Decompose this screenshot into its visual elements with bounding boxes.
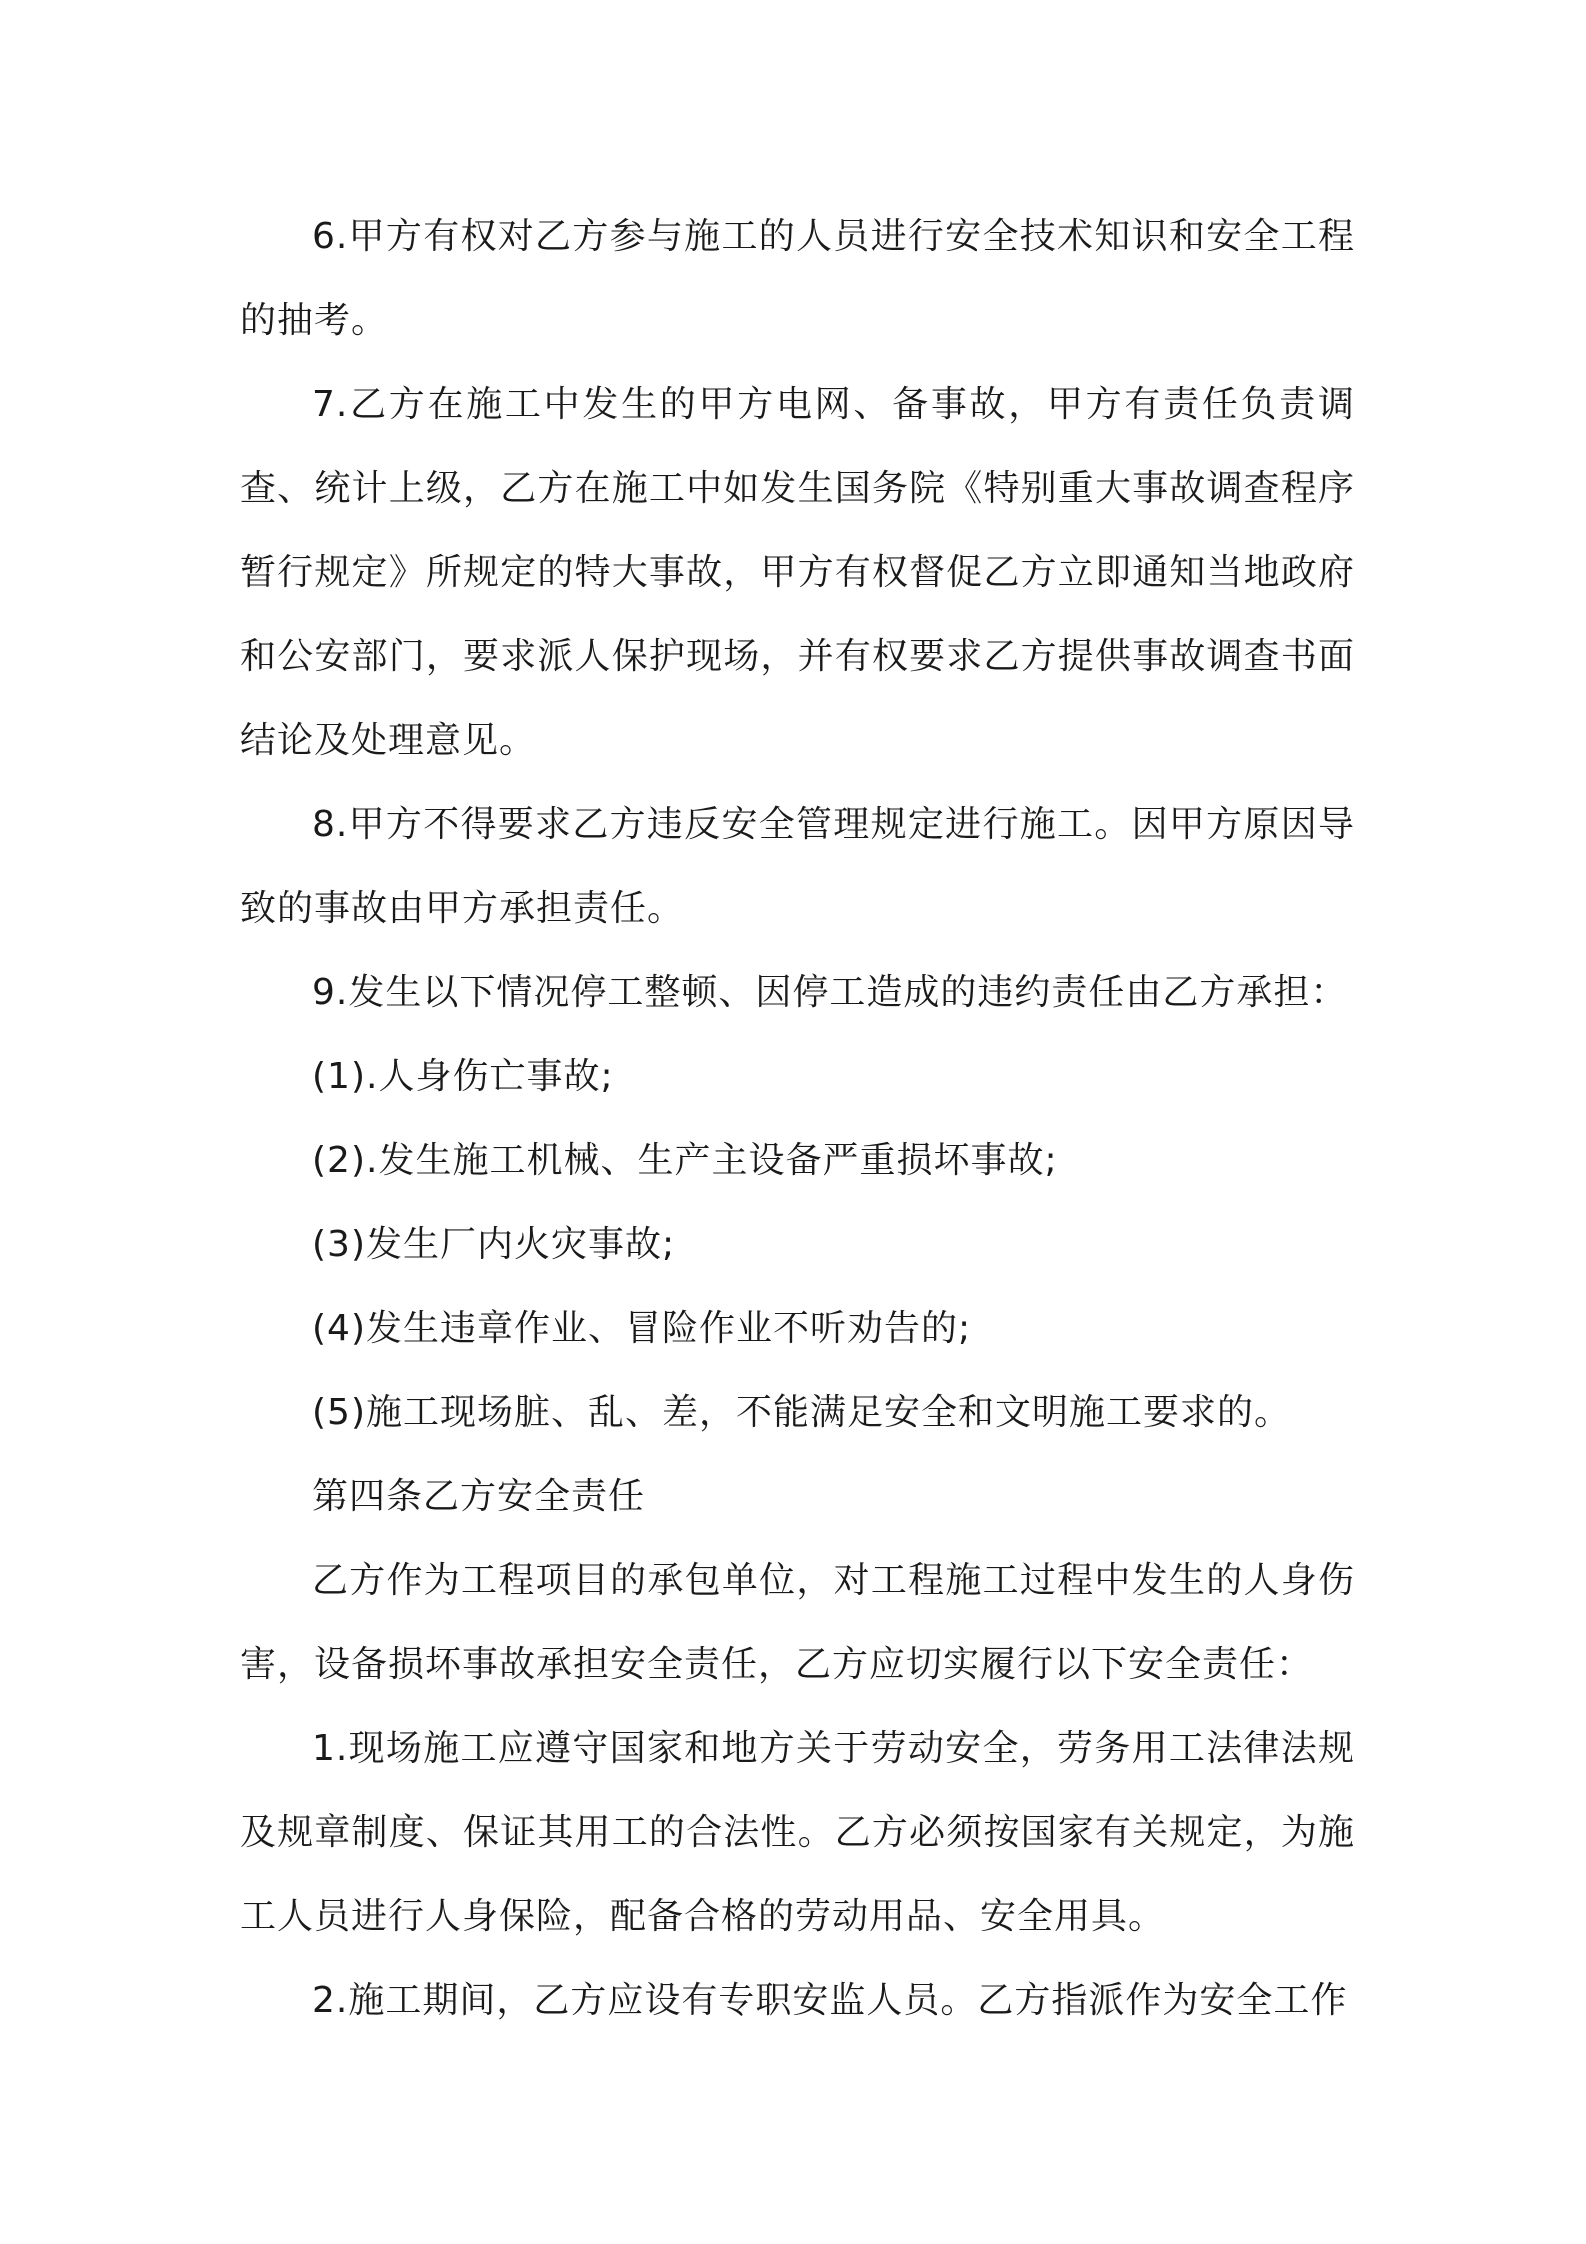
- paragraph-article-4-item-1: 1.现场施工应遵守国家和地方关于劳动安全，劳务用工法律法规及规章制度、保证其用工的合法性。乙方必须按国家有关规定，为施工人员进行人身保险，配备合格的劳动用品、安全用具。: [240, 1728, 1355, 1937]
- list-item-1: (1).人身伤亡事故;: [312, 1056, 614, 1097]
- paragraph-article-4-intro: 乙方作为工程项目的承包单位，对工程施工过程中发生的人身伤害，设备损坏事故承担安全责任，乙方应切实履行以下安全责任：: [240, 1560, 1355, 1685]
- list-item-3: (3)发生厂内火灾事故;: [312, 1224, 676, 1265]
- list-item-4: (4)发生违章作业、冒险作业不听劝告的;: [312, 1308, 972, 1349]
- document-body: [240, 195, 1355, 2043]
- paragraph-8-responsibility: 8.甲方不得要求乙方违反安全管理规定进行施工。因甲方原因导致的事故由甲方承担责任。: [240, 804, 1355, 929]
- paragraph-9-suspension: 9.发生以下情况停工整顿、因停工造成的违约责任由乙方承担：: [312, 972, 1348, 1013]
- list-item-5: (5)施工现场脏、乱、差，不能满足安全和文明施工要求的。: [312, 1392, 1291, 1433]
- section-heading-article-4: 第四条乙方安全责任: [312, 1476, 646, 1517]
- paragraph-7-accident-investigation: 7.乙方在施工中发生的甲方电网、备事故，甲方有责任负责调查、统计上级，乙方在施工中如发生国务院《特别重大事故调查程序暂行规定》所规定的特大事故，甲方有权督促乙方立即通知当地政府和公安部门，要求派人保护现场，并有权要求乙方提供事故调查书面结论及处理意见。: [240, 384, 1355, 761]
- list-item-2: (2).发生施工机械、生产主设备严重损坏事故;: [312, 1140, 1058, 1181]
- paragraph-6-inspection: 6.甲方有权对乙方参与施工的人员进行安全技术知识和安全工程的抽考。: [240, 216, 1355, 341]
- paragraph-article-4-item-2: 2.施工期间，乙方应设有专职安监人员。乙方指派作为安全工作: [312, 1980, 1348, 2021]
